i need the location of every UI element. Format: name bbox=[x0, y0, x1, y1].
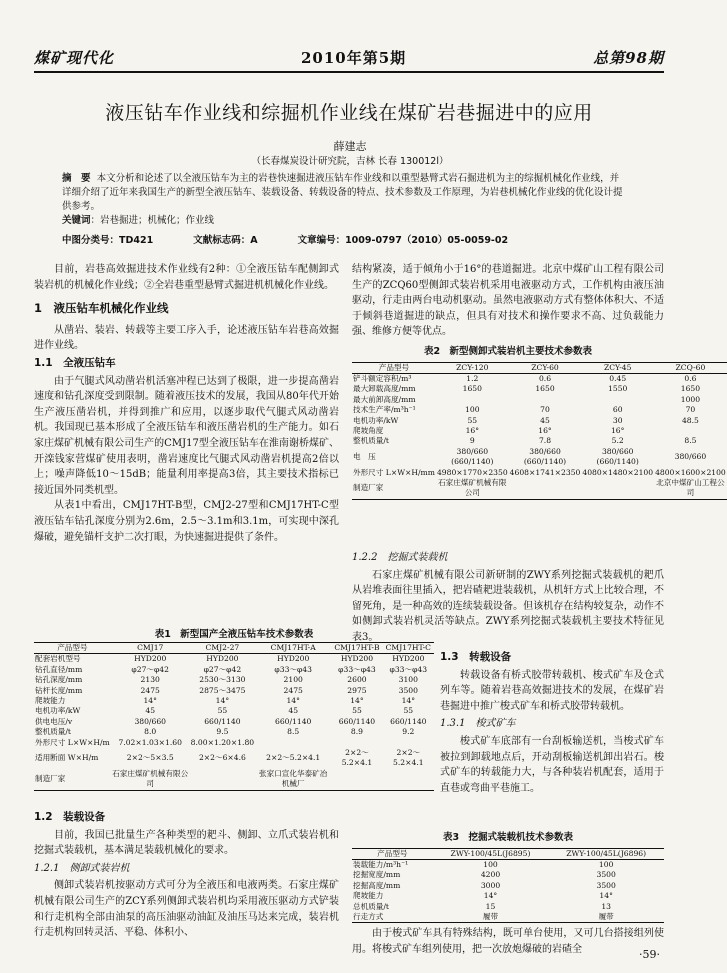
table2-cell: 8.5 bbox=[684, 436, 697, 446]
table2-cell: 4800×1600×2100 bbox=[655, 467, 726, 477]
table2-cell: 电 压 bbox=[353, 452, 376, 462]
table2-cell: 4980×1770×2350 bbox=[436, 467, 508, 477]
table1-cell: 3500 bbox=[398, 685, 418, 695]
table1-cell: φ33～φ43 bbox=[274, 664, 312, 674]
table1-cell: 8.00×1.20×1.80 bbox=[190, 737, 255, 747]
table1-cell: 2×2～5.2×4.1 bbox=[341, 748, 373, 768]
left-column bbox=[34, 262, 339, 545]
table3-cell: 总机质量/t bbox=[353, 901, 389, 911]
table2-cell: 1.2 bbox=[466, 373, 479, 383]
table1-cell bbox=[331, 769, 382, 790]
table1-cell: 2600 bbox=[347, 675, 367, 685]
table2-cell: 100 bbox=[465, 405, 480, 415]
table2-cell bbox=[581, 478, 654, 499]
table1-cell: 9.5 bbox=[216, 727, 229, 737]
table2-row bbox=[352, 384, 727, 394]
table2-cell: 铲斗额定容积/m³ bbox=[353, 373, 412, 383]
table3-cell: 13 bbox=[601, 901, 611, 911]
section-1-1-text2: 从表1中看出，CMJ17HT-B型，CMJ2-27型和CMJ17HT-C型液压钻车钻孔深度分别为2.6m，2.5～3.1m和3.1m，可实现中深孔爆破，避免锚杆支护二次打眼，为快速掘进提供了条件。 bbox=[34, 500, 339, 543]
table2-cell: 380/660 (660/1140) bbox=[596, 446, 639, 467]
table1-row bbox=[34, 675, 434, 685]
table2-cell: 380/660 (660/1140) bbox=[451, 446, 494, 467]
issue-label: 2010年第5期 bbox=[300, 49, 407, 67]
table3-cell: 14° bbox=[599, 891, 613, 901]
total-issue-label: 总第98期 bbox=[593, 49, 664, 67]
table2-cell: 技术生产率/m³h⁻¹ bbox=[353, 405, 416, 415]
table1-header-cell: 产品型号 bbox=[57, 643, 88, 652]
table2-row bbox=[352, 395, 727, 405]
table1-cell: 2875～3475 bbox=[199, 685, 246, 695]
abstract-label: 摘 要 bbox=[62, 173, 91, 184]
table2-row bbox=[352, 436, 727, 446]
table1-cell: 电机功率/kW bbox=[35, 706, 81, 716]
table1-cell: 张家口宣化华泰矿冶机械厂 bbox=[259, 768, 328, 789]
table2-cell: 16° bbox=[465, 426, 480, 435]
table2-cell: 16° bbox=[610, 426, 625, 435]
intro-paragraph: 目前，岩巷高效掘进技术作业线有2种：①全液压钻车配侧卸式装岩机的机械化作业线；②全岩巷重型悬臂式掘进机机械化作业线。 bbox=[34, 264, 339, 291]
table2-cell: 55 bbox=[467, 415, 478, 425]
table1-cell: 660/1140 bbox=[275, 716, 312, 726]
table1-header-cell: CMJ2-27 bbox=[205, 643, 240, 652]
table3-header-cell: 产品型号 bbox=[377, 848, 408, 858]
table1-header-cell: CMJ17 bbox=[137, 643, 164, 652]
table2-cell: 30 bbox=[612, 415, 623, 425]
table1-row bbox=[34, 748, 434, 769]
table1-row bbox=[34, 706, 434, 716]
table3-row bbox=[352, 891, 664, 901]
table-3 bbox=[352, 830, 664, 923]
table1-row bbox=[34, 769, 434, 790]
table1-cell: 2×2～5.2×4.1 bbox=[266, 753, 321, 763]
table1-cell bbox=[383, 769, 434, 790]
table2-cell: 45 bbox=[540, 415, 550, 425]
document-code: 文献标志码：A bbox=[193, 235, 258, 246]
table1-row bbox=[34, 738, 434, 748]
table1-cell: 14° bbox=[401, 696, 416, 706]
table2-cell: 0.6 bbox=[538, 373, 552, 383]
table1-cell: 2×2～5.2×4.1 bbox=[393, 748, 424, 768]
table1-cell: 2100 bbox=[283, 675, 303, 685]
table2-cell: 石家庄煤矿机械有限公司 bbox=[438, 478, 507, 498]
table1-cell: 适用断面 W×H/m bbox=[35, 753, 99, 763]
table1-cell: 2975 bbox=[347, 685, 367, 695]
table1-cell: HYD200 bbox=[134, 654, 167, 664]
table1-cell: 8.5 bbox=[287, 727, 300, 737]
table2-cell: 9 bbox=[469, 436, 475, 446]
table2-row bbox=[352, 426, 727, 436]
table2-row bbox=[352, 478, 727, 499]
table2-cell bbox=[509, 395, 582, 405]
right-paragraph-1: 结构紧凑，适于倾角小于16°的巷道掘进。北京中煤矿山工程有限公司生产的ZCQ60型侧卸式装岩机采用电液驱动方式，工作机构由液压油驱动，行走由两台电动机驱动。虽然电液驱动方式有整体体积大、不适于倾斜巷道掘进的缺点，但具有对技术和操作要求不高、过负载能力强、维修方便等优点。 bbox=[352, 264, 664, 338]
table1-cell: 3100 bbox=[398, 675, 418, 685]
table3-cell: 爬坡能力 bbox=[353, 891, 384, 901]
table1-cell: 2×2～6×4.6 bbox=[198, 753, 246, 763]
table2-cell: 16° bbox=[538, 426, 552, 435]
table3-cell: 3000 bbox=[480, 880, 501, 890]
table1-cell: 14° bbox=[350, 696, 364, 706]
table2-cell: 制造厂家 bbox=[353, 483, 384, 493]
table1-cell: φ27～φ42 bbox=[131, 664, 169, 674]
table2-cell bbox=[436, 395, 509, 405]
section-1-heading: 1 液压钻车机械化作业线 bbox=[34, 301, 169, 316]
table2-cell: 1650 bbox=[680, 384, 701, 394]
table2-cell: 最大前卸高度/mm bbox=[353, 394, 416, 404]
abstract: 摘 要 本文分析和论述了以全液压钻车为主的岩巷快速掘进液压钻车作业线和以重型悬臂式岩石掘进机为主的综掘机械化作业线，并详细介绍了近年来我国生产的新型全液压钻车、装载设备、转载设备的特点、技术参数及工作原理，为岩巷机械化作业线的优化设计提供参考。 关键词：岩巷掘进；机械化；作业线 bbox=[62, 173, 623, 226]
table3-cell: 挖掘高度/mm bbox=[353, 880, 401, 890]
table2-cell: 1650 bbox=[535, 384, 555, 394]
table2-row bbox=[352, 416, 727, 426]
right-column-sections bbox=[440, 648, 664, 796]
affiliation: （长春煤炭设计研究院，吉林 长春 130012l） bbox=[251, 156, 449, 167]
table3-cell: 3500 bbox=[596, 880, 616, 890]
table2-row bbox=[352, 405, 727, 415]
table3-cell: 100 bbox=[483, 860, 498, 869]
table2-row bbox=[352, 447, 727, 468]
table3-row bbox=[352, 860, 664, 871]
table1-header-cell: CMJ17HT-A bbox=[270, 643, 316, 652]
article-title: 液压钻车作业线和综掘机作业线在煤矿岩巷掘进中的应用 bbox=[105, 102, 593, 124]
table-1 bbox=[34, 622, 434, 791]
table2-row bbox=[352, 468, 727, 478]
table3-cell: 挖掘宽度/mm bbox=[353, 870, 401, 880]
table2-cell: 380/660 (660/1140) bbox=[523, 446, 567, 467]
right-column-bottom bbox=[352, 826, 664, 958]
table1-cell: 整机质量/t bbox=[35, 727, 71, 737]
section-1-1-heading: 1.1 全液压钻车 bbox=[34, 356, 116, 369]
table1-cell: 外形尺寸 L×W×H/m bbox=[35, 737, 110, 747]
table2-cell: 5.2 bbox=[611, 436, 624, 446]
table2-header-cell: 产品型号 bbox=[378, 362, 410, 372]
table2-cell: 爬坡角度 bbox=[353, 426, 384, 435]
table2-cell: 整机质量/t bbox=[353, 436, 389, 446]
left-column-lower bbox=[34, 808, 339, 941]
table1-cell bbox=[190, 769, 255, 790]
section-1-2-text: 目前，我国已批量生产各种类型的耙斗、侧卸、立爪式装岩机和挖掘式装载机，基本满足装载机械化的要求。 bbox=[34, 829, 339, 857]
table3-cell: 履带 bbox=[598, 912, 614, 922]
right-last-paragraph: 由于梭式矿车具有特殊结构，既可单台使用，又可几台搭接组列使用。将梭式矿车组列使用，把一次放炮爆破的岩碴全 bbox=[352, 928, 664, 956]
table1-cell: φ27～φ42 bbox=[203, 664, 242, 674]
running-header bbox=[34, 42, 664, 73]
table1-cell: 14° bbox=[143, 696, 157, 706]
table1-cell: 2130 bbox=[140, 675, 160, 685]
table1-cell: 钻孔直径/mm bbox=[35, 664, 83, 674]
table1-cell: 55 bbox=[217, 706, 228, 716]
journal-name: 煤矿现代化 bbox=[34, 49, 115, 67]
table2-cell: 1550 bbox=[608, 384, 628, 394]
table3-header-cell: ZWY-100/45L(J6896) bbox=[566, 848, 647, 858]
table3-cell: 行走方式 bbox=[353, 912, 384, 922]
author: 薛建志 bbox=[333, 140, 367, 153]
table1-cell: 9.2 bbox=[402, 727, 415, 737]
keywords-label: 关键词 bbox=[62, 215, 91, 226]
right-column bbox=[352, 262, 726, 500]
table2-cell: 0.6 bbox=[684, 373, 697, 383]
classification-line bbox=[62, 232, 660, 246]
table3-row bbox=[352, 870, 664, 880]
table2-cell: 外形尺寸 L×W×H/mm bbox=[353, 467, 435, 477]
table2-header-cell: ZCQ-60 bbox=[675, 362, 706, 372]
section-1-2-1-text: 侧卸式装岩机按驱动方式可分为全液压和电液两类。石家庄煤矿机械有限公司生产的ZCY系列侧卸式装岩机均采用液压驱动方式铲装和行走机构全部由油泵的高压油驱动油缸及油压马达来完成，装岩机行走机构回转灵活、平稳、体积小、 bbox=[34, 880, 339, 939]
table2-cell: 1000 bbox=[680, 394, 701, 404]
table1-cell: 石家庄煤矿机械有限公司 bbox=[112, 768, 189, 789]
table2-cell: 电机功率/kW bbox=[353, 415, 399, 425]
table2-cell bbox=[581, 395, 654, 405]
table1-row bbox=[34, 717, 434, 727]
table3-row bbox=[352, 912, 664, 923]
table2-cell: 4608×1741×2350 bbox=[509, 467, 581, 477]
clc-number: 中图分类号：TD421 bbox=[62, 235, 154, 246]
page-number: ·59· bbox=[639, 948, 660, 961]
table1-row bbox=[34, 686, 434, 696]
section-1-2-2-text: 石家庄煤矿机械有限公司新研制的ZWY系列挖掘式装载机的耙爪从岩堆表面往里插入，把岩碴耙进装载机，从机轩方式上比较合理，不留死角，是一种高效的连续装载设备。但该机存在结构较复杂，动作不如侧卸式装岩机灵活等缺点。ZWY系列挖掘式装载机主要技术特征见表3。 bbox=[352, 569, 664, 643]
table1-row bbox=[34, 696, 434, 706]
table1-cell: 45 bbox=[288, 706, 299, 716]
section-1-3-text: 转载设备有桥式胶带转载机、梭式矿车及仓式列车等。随着岩巷高效掘进技术的发展，在煤矿岩巷掘进中推广梭式矿车和桥式胶带转载机。 bbox=[440, 669, 664, 712]
table1-cell: 660/1140 bbox=[390, 716, 427, 726]
article-number: 文章编号：1009-0797（2010）05-0059-02 bbox=[297, 235, 509, 246]
table2-cell: 4080×1480×2100 bbox=[582, 467, 654, 477]
table1-cell: φ33～φ43 bbox=[338, 664, 376, 674]
table3-cell: 3500 bbox=[596, 870, 616, 880]
table3-cell: 4200 bbox=[480, 870, 501, 880]
table1-cell: HYD200 bbox=[392, 654, 425, 664]
table-3-caption: 表3 挖掘式装载机技术参数表 bbox=[442, 832, 574, 843]
table2-header-cell: ZCY-120 bbox=[456, 362, 489, 372]
table2-header-cell: ZCY-45 bbox=[603, 362, 632, 372]
table1-cell: 2475 bbox=[140, 685, 160, 695]
table2-cell: 70 bbox=[685, 405, 696, 415]
table-2-caption: 表2 新型侧卸式装岩机主要技术参数表 bbox=[423, 345, 593, 357]
table2-cell bbox=[654, 426, 727, 436]
table3-cell: 100 bbox=[598, 860, 614, 869]
table2-cell: 7.8 bbox=[538, 436, 552, 446]
table1-header-cell: CMJ17HT-B bbox=[334, 643, 380, 652]
table1-row bbox=[34, 727, 434, 737]
table1-cell: 钻孔深度/mm bbox=[35, 675, 83, 685]
table1-cell: 制造厂家 bbox=[35, 774, 66, 784]
table1-cell: 8.0 bbox=[144, 727, 157, 737]
table1-row bbox=[34, 654, 434, 665]
table1-row bbox=[34, 665, 434, 675]
table1-cell: 45 bbox=[145, 706, 156, 716]
table1-cell: HYD200 bbox=[277, 654, 310, 664]
table1-cell: 14° bbox=[215, 696, 230, 706]
table3-row bbox=[352, 902, 664, 912]
table3-cell: 履带 bbox=[482, 912, 499, 922]
table1-cell: 爬坡能力 bbox=[35, 696, 66, 706]
abstract-text: 本文分析和论述了以全液压钻车为主的岩巷快速掘进液压钻车作业线和以重型悬臂式岩石掘进机为主的综掘机械化作业线，并详细介绍了近年来我国生产的新型全液压钻车、装载设备、转载设备的特点、技术参数及工作原理，为岩巷机械化作业线的优化设计提供参考。 bbox=[62, 173, 623, 212]
table1-cell: 380/660 bbox=[134, 716, 166, 726]
table1-cell: HYD200 bbox=[206, 654, 239, 664]
table3-row bbox=[352, 881, 664, 891]
section-1-2-2-heading: 1.2.2 挖掘式装载机 bbox=[352, 552, 448, 563]
table1-cell: 14° bbox=[286, 696, 300, 706]
section-1-1-text: 由于气腿式风动凿岩机活塞冲程已达到了极限，进一步提高凿岩速度和钻孔深度受到限制。随着液压技术的发展，我国从80年代开始生产液压凿岩机，并得到推广和应用，以逐步取代气腿式风动凿岩机。我国现已基本形成了全液压钻车和液压凿岩机的生产能力。如石家庄煤矿机械有限公司生产的CMJ17型全液压钻车在淮南谢桥煤矿、开滦钱家营煤矿使用表明，凿岩速度比气腿式风动凿岩机提高2倍以上；噪声降低10～15dB；能量利用率提高3倍，其主要技术指标已接近国外同类机型。 bbox=[34, 375, 339, 496]
table2-cell: 48.5 bbox=[681, 415, 699, 425]
table1-cell: 660/1140 bbox=[204, 716, 241, 726]
table1-cell bbox=[331, 738, 382, 748]
table2-cell bbox=[509, 478, 582, 499]
section-1-3-1-heading: 1.3.1 梭式矿车 bbox=[440, 718, 516, 730]
table1-cell: 660/1140 bbox=[338, 716, 376, 726]
keywords-text: 岩巷掘进；机械化；作业线 bbox=[100, 215, 215, 226]
table2-cell: 60 bbox=[612, 405, 623, 415]
table-1-caption: 表1 新型国产全液压钻车技术参数表 bbox=[154, 629, 314, 640]
table1-cell bbox=[255, 738, 331, 748]
table1-cell: 55 bbox=[352, 706, 362, 716]
table2-cell: 北京中煤矿山工程公司 bbox=[656, 478, 725, 498]
table-2 bbox=[352, 344, 726, 500]
table3-header-cell: ZWY-100/45L(J6895) bbox=[450, 848, 531, 858]
table3-cell: 14° bbox=[483, 891, 498, 901]
table1-cell: 2×2～5×3.5 bbox=[126, 753, 174, 763]
table1-cell: 钻杆长度/mm bbox=[35, 685, 83, 695]
table2-cell: 最大卸载高度/mm bbox=[353, 384, 416, 394]
table1-cell bbox=[383, 738, 434, 748]
section-1-2-heading: 1.2 装载设备 bbox=[34, 811, 106, 823]
table1-cell: 55 bbox=[403, 706, 414, 716]
table1-cell: 配套岩机型号 bbox=[35, 654, 81, 664]
table3-cell: 装载能力/m³h⁻¹ bbox=[353, 860, 409, 869]
table1-header-cell: CMJ17HT-C bbox=[385, 643, 431, 652]
section-1-3-heading: 1.3 转载设备 bbox=[440, 651, 512, 663]
table1-cell: 2530～3130 bbox=[199, 675, 246, 685]
table2-cell: 380/660 bbox=[674, 452, 707, 462]
table1-cell: 8.9 bbox=[350, 727, 363, 737]
right-column-lower bbox=[352, 548, 664, 646]
table1-cell: φ33～φ43 bbox=[389, 664, 428, 674]
section-1-text: 从凿岩、装岩、转载等主要工序入手，论述液压钻车岩巷高效掘进作业线。 bbox=[34, 324, 339, 352]
table2-cell: 1650 bbox=[462, 384, 482, 394]
table1-cell: 2475 bbox=[283, 685, 303, 695]
section-1-2-1-heading: 1.2.1 侧卸式装岩机 bbox=[34, 862, 130, 874]
table2-cell: 0.45 bbox=[609, 373, 627, 383]
table1-cell: 供电电压/v bbox=[35, 716, 73, 726]
table1-cell: 7.02×1.03×1.60 bbox=[118, 737, 182, 747]
table3-cell: 15 bbox=[485, 901, 496, 911]
table2-cell: 70 bbox=[540, 405, 550, 415]
section-1-3-1-text: 梭式矿车底部有一台刮板输送机，当梭式矿车被拉到卸载地点后，开动刮板输送机卸出岩石。梭式矿车的转载能力大，与各种装岩机配套，适用于直巷或弯曲平巷施工。 bbox=[440, 735, 664, 794]
table1-cell: HYD200 bbox=[340, 654, 374, 664]
table2-header-cell: ZCY-60 bbox=[531, 362, 559, 372]
table2-row bbox=[352, 373, 727, 384]
